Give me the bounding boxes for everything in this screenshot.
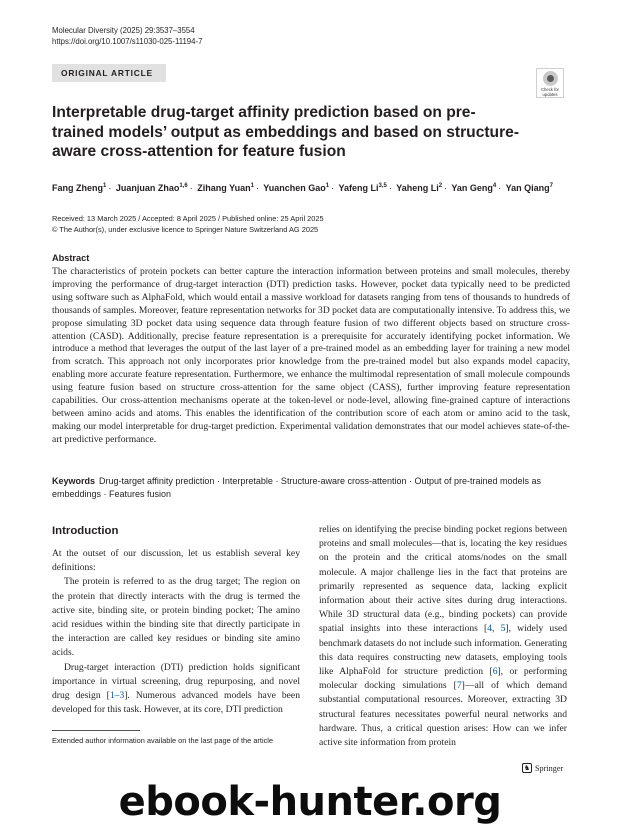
footnote-divider	[52, 730, 140, 731]
copyright-line: © The Author(s), under exclusive licence to Springer Nature Switzerland AG 2025	[52, 225, 319, 234]
publisher-name: Springer	[535, 763, 564, 773]
author[interactable]: Yuanchen Gao$^1$	[263, 183, 330, 193]
introduction-heading: Introduction	[52, 525, 119, 537]
keywords-text: Drug-target affinity prediction · Interpretable · Structure-aware cross-attention · Output of pre-trained models as embeddings · Features fusion	[52, 476, 542, 499]
watermark: ebook-hunter.org	[118, 779, 502, 825]
article-type-label: ORIGINAL ARTICLE	[52, 64, 166, 82]
intro-paragraph: The protein is referred to as the drug target; The region on the protein that directly interacts with the drug is termed the active site, binding site, or protein binding pocket; The amino acid residues within the binding site that directly participate in the interaction are called key residues or binding site amino acids.	[52, 576, 300, 659]
footnote: Extended author information available on the last page of the article	[52, 736, 274, 745]
citation-link[interactable]: 4	[487, 623, 493, 635]
journal-citation: Molecular Diversity (2025) 29:3537–3554	[52, 26, 195, 35]
doi-link[interactable]: https://doi.org/10.1007/s11030-025-11194-7	[52, 37, 203, 46]
history-dates: Received: 13 March 2025 / Accepted: 8 April 2025 / Published online: 25 April 2025	[52, 214, 324, 223]
journal-info	[52, 25, 202, 47]
keywords-heading: Keywords	[52, 476, 96, 486]
author[interactable]: Zihang Yuan$^1$	[197, 183, 254, 193]
author-list: Fang Zheng$^1$ · Juanjuan Zhao$^{1,6}$ · Zihang Yuan$^1$ · Yuanchen Gao$^1$ · Yafeng Li$^{3,5}$ · Yaheng $Li^2$ · Yan Geng$^4$ · Yan Qiang$^7$	[52, 183, 553, 193]
author[interactable]: Juanjuan Zhao$^{1,6}$	[115, 183, 188, 193]
citation-link[interactable]: 7	[456, 680, 462, 692]
author[interactable]: Fang Zheng$^1$	[52, 183, 107, 193]
publisher-logo	[522, 763, 563, 773]
left-column	[52, 547, 300, 717]
author[interactable]: Yan Geng$^4$	[451, 183, 497, 193]
abstract-heading: Abstract	[52, 253, 90, 263]
check-for-updates-button[interactable]	[536, 68, 564, 98]
abstract-text: The characteristics of protein pockets can better capture the interaction information between proteins and small molecules, thereby improving the performance of drug-target interaction (DTI) prediction tasks. However, pocket data typically need to be predicted using software such as AlphaFold, which would entail a massive workload for datasets ranging from tens of thousands to hundreds of thousands of samples. Moreover, feature representation networks for 3D pocket data are computationally intensive. To address this, we propose simulating 3D pocket data using sequence data through feature fusion of two different objects based on structure cross-attention (CASD). Additionally, precise feature representation is a prerequisite for accurately identifying pocket information. We introduce a method that leverages the output of the last layer of a pre-trained model as an embedding layer for training a new model from scratch. This approach not only incorporates prior knowledge from the pre-trained model but also expands model capacity, enabling more accurate feature representation. Furthermore, we enhance the multimodal representation of small molecule compounds using feature fusion based on structure cross-attention for the same object (CASS), further improving feature representation capabilities. Our cross-attention mechanisms operate at the token-level or node-level, allowing fine-grained capture of interactions between amino acids and atoms. This enables the identification of the contribution score of each atom or amino acid to the task, making our model interpretable for drug-target prediction. Experimental validation demonstrates that our model achieves state-of-the-art predictive performance.	[52, 266, 571, 445]
springer-horse-icon: ♞	[523, 764, 531, 772]
keywords	[52, 475, 570, 501]
check-updates-label: Check for updates	[541, 87, 559, 97]
update-badge-icon	[543, 71, 558, 86]
right-column	[319, 523, 567, 750]
author[interactable]: Yafeng Li$^{3,5}$	[338, 183, 387, 193]
intro-paragraph: relies on identifying the precise binding pocket regions between proteins and small molecules—that is, locating the key residues on the protein and the critical atoms/nodes on the small molecule. A major challenge lies in the fact that proteins are primarily represented as sequence data, lacking explicit information about their active sites during drug interactions. While 3D structural data (e.g., binding pockets) can provide spatial insights into these interactions [4, 5], widely used benchmark datasets do not include such information. Generating this data requires constructing new datasets, employing tools like AlphaFold for structure prediction [6], or performing molecular docking simulations [7]—all of which demand substantial computational resources. Moreover, extracting 3D structural features necessitates powerful neural networks and hardware. Thus, a critical question arises: How can we infer active site information from protein	[319, 524, 568, 749]
publication-dates	[52, 213, 324, 235]
author[interactable]: Yaheng Li$^2$	[396, 183, 443, 193]
article-title: Interpretable drug-target affinity prediction based on pre-trained models’ output as embeddings and based on structure-aware cross-attention for feature fusion	[52, 104, 520, 160]
intro-paragraph: At the outset of our discussion, let us establish several key definitions:	[52, 548, 300, 574]
citation-link[interactable]: 1–3	[109, 690, 125, 702]
citation-link[interactable]: 6	[492, 666, 498, 678]
citation-link[interactable]: 5	[500, 623, 506, 635]
author[interactable]: Yan Qiang$^7$	[505, 183, 553, 193]
intro-paragraph: Drug-target interaction (DTI) prediction holds significant importance in virtual screening, drug repurposing, and novel drug design [1–3]. Numerous advanced models have been developed for this task. However, at its core, DTI prediction	[52, 661, 300, 716]
